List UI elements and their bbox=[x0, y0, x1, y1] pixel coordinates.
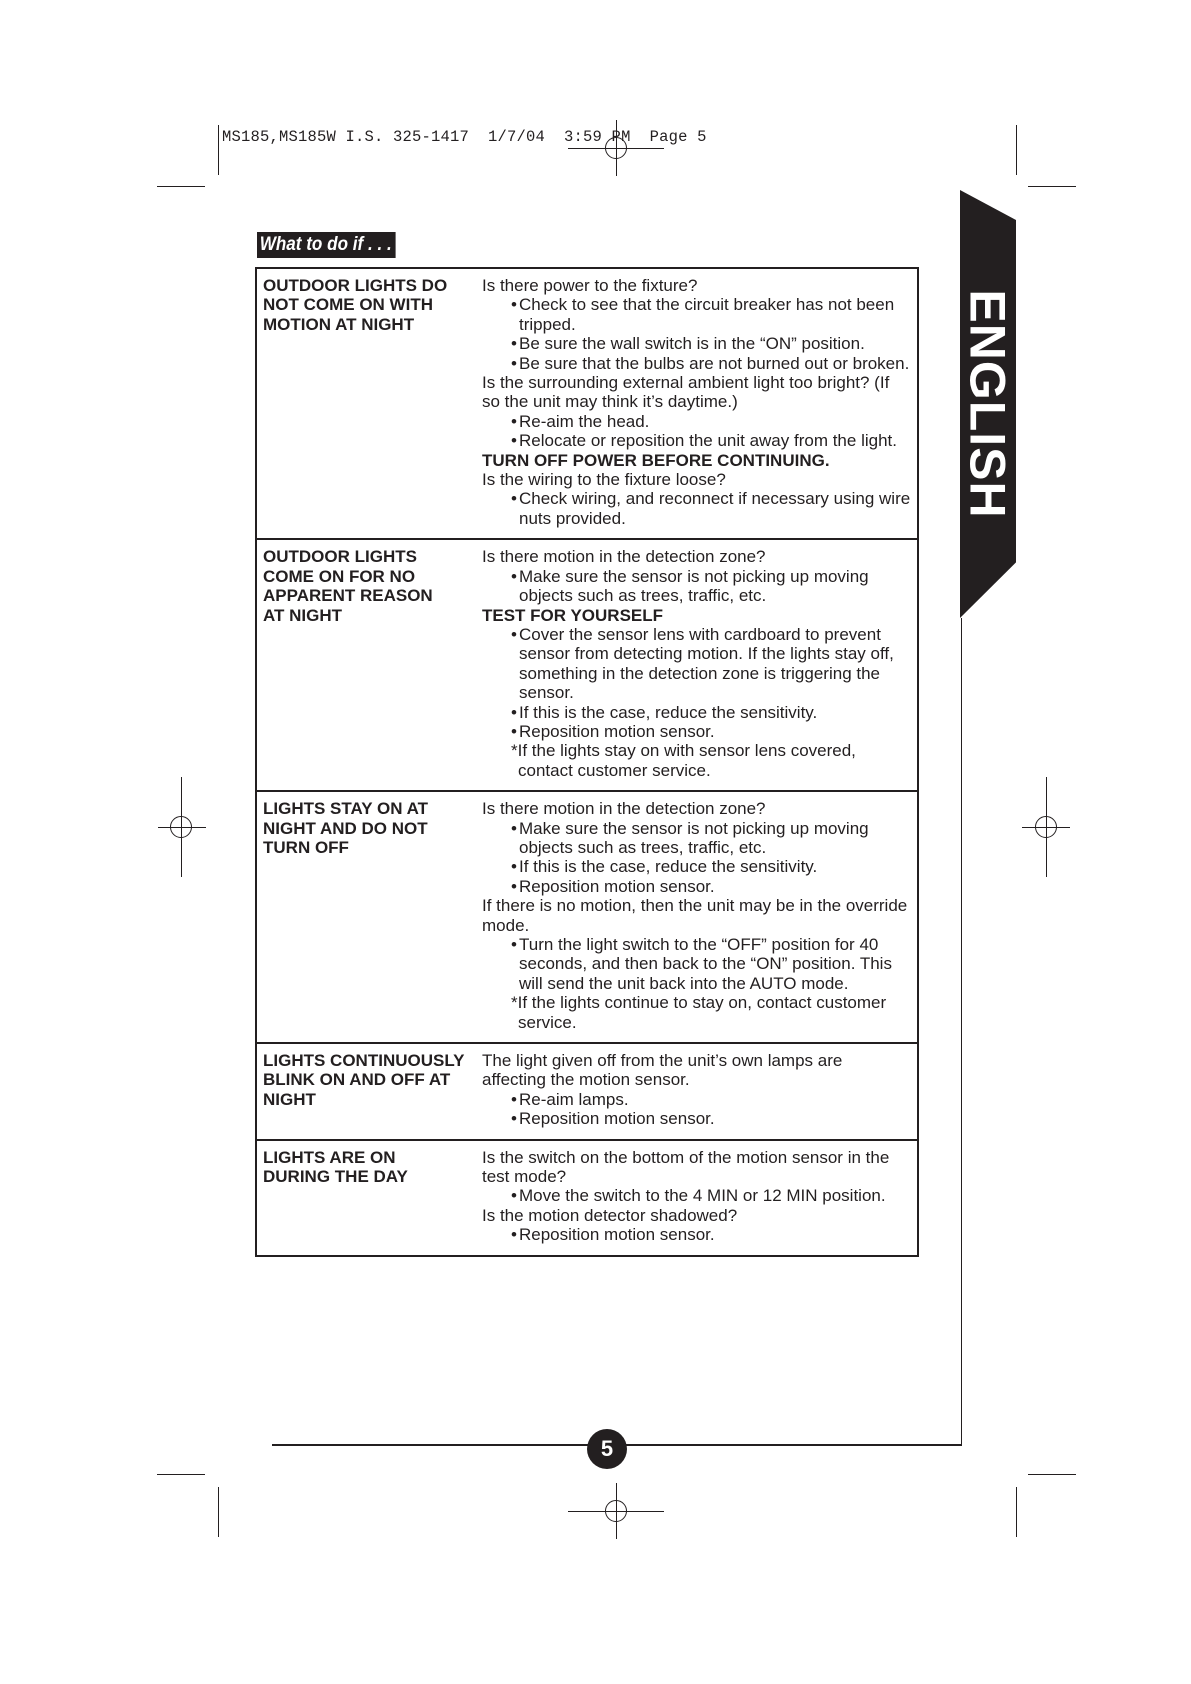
solution-note: *If the lights stay on with sensor lens covered, contact customer service. bbox=[511, 741, 856, 780]
table-row bbox=[256, 1140, 918, 1256]
solution-bullet: • Cover the sensor lens with cardboard to prevent sensor from detecting motion. If the lights stay off, something in the detection zone is triggering the sensor. bbox=[482, 625, 911, 703]
solution-bullet: • Be sure the wall switch is in the “ON” position. bbox=[482, 334, 911, 353]
registration-mark-right-circle bbox=[1035, 816, 1057, 838]
solution-bullet: • Reposition motion sensor. bbox=[482, 877, 911, 896]
question-text: The light given off from the unit’s own lamps are affecting the motion sensor. bbox=[482, 1051, 843, 1090]
print-header: MS185,MS185W I.S. 325-1417 1/7/04 3:59 PM Page 5 bbox=[222, 128, 707, 146]
table-row bbox=[256, 539, 918, 791]
frame-right-rule bbox=[961, 618, 962, 1445]
solution-bullet: • Be sure that the bulbs are not burned out or broken. bbox=[482, 354, 911, 373]
question-text: Is the switch on the bottom of the motion sensor in the test mode? bbox=[482, 1147, 890, 1187]
warning-text: TURN OFF POWER BEFORE CONTINUING. bbox=[482, 450, 830, 470]
crop-mark-top-right-h bbox=[1028, 186, 1076, 187]
problem-cell bbox=[256, 791, 476, 1043]
troubleshooting-table-body bbox=[256, 268, 918, 1256]
question-text: Is the surrounding external ambient light too bright? (If so the unit may think it’s daytime.) bbox=[482, 373, 890, 412]
registration-mark-left-circle bbox=[170, 816, 192, 838]
question-text: Is the wiring to the fixture loose? bbox=[482, 470, 726, 490]
table-row bbox=[256, 1043, 918, 1140]
solution-bullet: • If this is the case, reduce the sensitivity. bbox=[482, 857, 911, 876]
problem-cell bbox=[256, 268, 476, 539]
problem-cell bbox=[256, 1043, 476, 1140]
problem-title: LIGHTS CONTINUOUSLY BLINK ON AND OFF AT NIGHT bbox=[263, 1051, 465, 1109]
question-text: If there is no motion, then the unit may be in the override mode. bbox=[482, 896, 908, 935]
registration-mark-bottom-circle bbox=[605, 1500, 627, 1522]
crop-mark-bottom-left bbox=[218, 1487, 219, 1537]
problem-title: LIGHTS ARE ON DURING THE DAY bbox=[263, 1147, 408, 1187]
solution-cell bbox=[476, 791, 918, 1043]
question-text: Is there motion in the detection zone? bbox=[482, 799, 766, 819]
question-text: Is there motion in the detection zone? bbox=[482, 547, 766, 567]
solution-bullet: • If this is the case, reduce the sensitivity. bbox=[482, 703, 911, 722]
solution-bullet: • Turn the light switch to the “OFF” position for 40 seconds, and then back to the “ON” position. This will send the unit back into the AUTO mode. bbox=[482, 935, 911, 993]
solution-bullet: • Re-aim lamps. bbox=[482, 1090, 911, 1109]
problem-cell bbox=[256, 539, 476, 791]
crop-mark-bottom-right bbox=[1016, 1487, 1017, 1537]
solution-bullet: • Move the switch to the 4 MIN or 12 MIN position. bbox=[482, 1186, 911, 1205]
solution-bullet: • Reposition motion sensor. bbox=[482, 1225, 911, 1244]
problem-title: OUTDOOR LIGHTS DO NOT COME ON WITH MOTION AT NIGHT bbox=[263, 276, 448, 334]
solution-bullet: • Re-aim the head. bbox=[482, 412, 911, 431]
solution-cell bbox=[476, 539, 918, 791]
solution-bullet: • Reposition motion sensor. bbox=[482, 722, 911, 741]
language-tab-text: ENGLISH bbox=[960, 289, 1016, 519]
crop-mark-bottom-left-h bbox=[157, 1474, 205, 1475]
question-text: Is there power to the fixture? bbox=[482, 276, 698, 295]
solution-bullet: • Reposition motion sensor. bbox=[482, 1109, 911, 1128]
warning-text: TEST FOR YOURSELF bbox=[482, 605, 664, 625]
solution-cell bbox=[476, 1043, 918, 1140]
solution-bullet: • Check wiring, and reconnect if necessary using wire nuts provided. bbox=[482, 489, 911, 528]
troubleshooting-table bbox=[255, 267, 919, 1257]
problem-title: OUTDOOR LIGHTS COME ON FOR NO APPARENT REASON AT NIGHT bbox=[263, 547, 433, 625]
problem-title: LIGHTS STAY ON AT NIGHT AND DO NOT TURN OFF bbox=[263, 799, 428, 857]
solution-cell bbox=[476, 268, 918, 539]
table-row bbox=[256, 268, 918, 539]
solution-bullet: • Make sure the sensor is not picking up moving objects such as trees, traffic, etc. bbox=[482, 567, 911, 606]
crop-mark-top-left bbox=[218, 125, 219, 175]
problem-cell bbox=[256, 1140, 476, 1256]
crop-mark-bottom-right-h bbox=[1028, 1474, 1076, 1475]
page-number: 5 bbox=[587, 1429, 627, 1469]
crop-mark-top-right bbox=[1016, 125, 1017, 175]
solution-bullet: • Relocate or reposition the unit away from the light. bbox=[482, 431, 911, 450]
solution-cell bbox=[476, 1140, 918, 1256]
question-text: Is the motion detector shadowed? bbox=[482, 1205, 738, 1225]
language-tab-label bbox=[960, 190, 1016, 618]
table-row bbox=[256, 791, 918, 1043]
solution-note: *If the lights continue to stay on, contact customer service. bbox=[511, 993, 887, 1032]
registration-mark-top-circle bbox=[605, 137, 627, 159]
solution-bullet: • Check to see that the circuit breaker has not been tripped. bbox=[482, 295, 911, 334]
solution-bullet: • Make sure the sensor is not picking up moving objects such as trees, traffic, etc. bbox=[482, 819, 911, 858]
section-heading: What to do if . . . bbox=[257, 232, 395, 258]
crop-mark-top-left-h bbox=[157, 186, 205, 187]
